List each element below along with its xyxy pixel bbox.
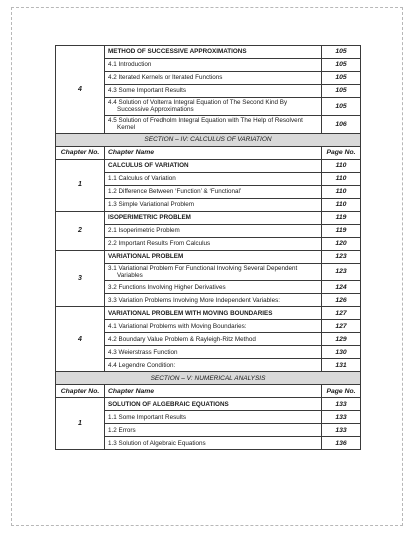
column-header-page-no: Page No. [322, 385, 361, 398]
column-header-page-no: Page No. [322, 146, 361, 159]
topic-title-text: 1.2 Difference Between ‘Function’ & ‘Functional’ [108, 187, 242, 195]
column-header-row [56, 146, 361, 159]
section-heading: SECTION – IV: CALCULUS OF VARIATION [56, 133, 361, 146]
page-number: 119 [322, 211, 361, 224]
topic-title [105, 115, 322, 133]
page-number: 127 [322, 320, 361, 333]
topic-title-text: 2.2 Important Results From Calculus [108, 239, 211, 247]
page-number: 105 [322, 85, 361, 98]
topic-title [105, 263, 322, 281]
page-number: 105 [322, 46, 361, 59]
topic-title [105, 411, 322, 424]
topic-title-text: 2.1 Isoperimetric Problem [108, 226, 180, 234]
topic-title-text: 4.2 Boundary Value Problem & Rayleigh-Ritz Method [108, 335, 256, 343]
topic-title [105, 224, 322, 237]
topic-title-text: 1.1 Some Important Results [108, 413, 187, 421]
topic-title [105, 437, 322, 450]
page-number: 119 [322, 224, 361, 237]
topic-title [105, 281, 322, 294]
topic-title-text: 1.2 Errors [108, 426, 136, 434]
topic-title [105, 198, 322, 211]
topic-title-text: 1.3 Simple Variational Problem [108, 200, 194, 208]
page-number: 110 [322, 172, 361, 185]
topic-title-text: 4.4 Legendre Condition: [108, 361, 176, 369]
topic-title [105, 237, 322, 250]
chapter-number: 1 [56, 398, 105, 450]
topic-title-text: 4.5 Solution of Fredholm Integral Equation with The Help of Resolvent [108, 116, 303, 124]
topic-title [105, 98, 322, 116]
topic-title [105, 294, 322, 307]
page-number: 136 [322, 437, 361, 450]
chapter-title [105, 307, 322, 320]
page-number: 133 [322, 411, 361, 424]
page-number: 130 [322, 346, 361, 359]
topic-title-text: VARIATIONAL PROBLEM WITH MOVING BOUNDARIES [108, 309, 273, 317]
topic-title [105, 85, 322, 98]
chapter-number: 1 [56, 159, 105, 211]
page-number: 129 [322, 333, 361, 346]
topic-title-text: 3.2 Functions Involving Higher Derivatives [108, 283, 226, 291]
topic-title [105, 333, 322, 346]
topic-title-text: 4.3 Some Important Results [108, 87, 187, 95]
column-header-chapter-no: Chapter No. [56, 146, 105, 159]
table-of-contents [55, 45, 361, 450]
topic-title-text: ISOPERIMETRIC PROBLEM [108, 213, 191, 221]
topic-title [105, 59, 322, 72]
page-number: 126 [322, 294, 361, 307]
column-header-chapter-name: Chapter Name [105, 146, 322, 159]
chapter-number: 4 [56, 307, 105, 372]
page-number: 110 [322, 159, 361, 172]
topic-title [105, 359, 322, 372]
toc-row [56, 398, 361, 411]
column-header-row [56, 385, 361, 398]
column-header-chapter-name: Chapter Name [105, 385, 322, 398]
topic-title-text: CALCULUS OF VARIATION [108, 161, 189, 169]
page-number: 131 [322, 359, 361, 372]
toc-row [56, 307, 361, 320]
topic-title-text: 4.4 Solution of Volterra Integral Equation of The Second Kind By [108, 99, 288, 106]
column-header-chapter-no: Chapter No. [56, 385, 105, 398]
page-number: 110 [322, 198, 361, 211]
topic-title-text: 3.3 Variation Problems Involving More Independent Variables: [108, 296, 280, 304]
chapter-title [105, 211, 322, 224]
topic-title-text: 4.1 Variational Problems with Moving Boundaries: [108, 322, 247, 330]
toc-row [56, 159, 361, 172]
chapter-title [105, 398, 322, 411]
section-heading-row [56, 133, 361, 146]
page-number: 123 [322, 263, 361, 281]
page-number: 105 [322, 98, 361, 116]
chapter-number: 4 [56, 46, 105, 134]
page-number: 120 [322, 237, 361, 250]
topic-title-continuation: Variables [117, 272, 143, 280]
topic-title [105, 172, 322, 185]
topic-title [105, 72, 322, 85]
topic-title-continuation: Kernel [117, 124, 136, 132]
section-heading-row [56, 372, 361, 385]
toc-row [56, 211, 361, 224]
section-heading: SECTION – V: NUMERICAL ANALYSIS [56, 372, 361, 385]
page-number: 123 [322, 250, 361, 263]
page-number: 106 [322, 115, 361, 133]
chapter-title [105, 46, 322, 59]
page-number: 124 [322, 281, 361, 294]
page-number: 133 [322, 398, 361, 411]
topic-title-text: 4.2 Iterated Kernels or Iterated Functions [108, 74, 223, 82]
topic-title-text: 4.1 Introduction [108, 61, 152, 69]
chapter-number: 2 [56, 211, 105, 250]
page-number: 133 [322, 424, 361, 437]
page-number: 127 [322, 307, 361, 320]
page-number: 105 [322, 59, 361, 72]
page-number: 110 [322, 185, 361, 198]
topic-title [105, 346, 322, 359]
topic-title-text: SOLUTION OF ALGEBRAIC EQUATIONS [108, 400, 229, 408]
topic-title [105, 424, 322, 437]
topic-title-text: METHOD OF SUCCESSIVE APPROXIMATIONS [108, 48, 247, 56]
topic-title-text: 3.1 Variational Problem For Functional Involving Several Dependent [108, 264, 298, 272]
topic-title-text: 1.1 Calculus of Variation [108, 174, 176, 182]
page-number: 105 [322, 72, 361, 85]
topic-title [105, 320, 322, 333]
chapter-title [105, 159, 322, 172]
topic-title-text: 1.3 Solution of Algebraic Equations [108, 439, 206, 447]
chapter-number: 3 [56, 250, 105, 307]
topic-title-text: 4.3 Weierstrass Function [108, 348, 178, 356]
toc-row [56, 46, 361, 59]
toc-row [56, 250, 361, 263]
topic-title-text: VARIATIONAL PROBLEM [108, 252, 184, 260]
topic-title [105, 185, 322, 198]
topic-title-continuation: Successive Approximations [117, 106, 194, 114]
chapter-title [105, 250, 322, 263]
